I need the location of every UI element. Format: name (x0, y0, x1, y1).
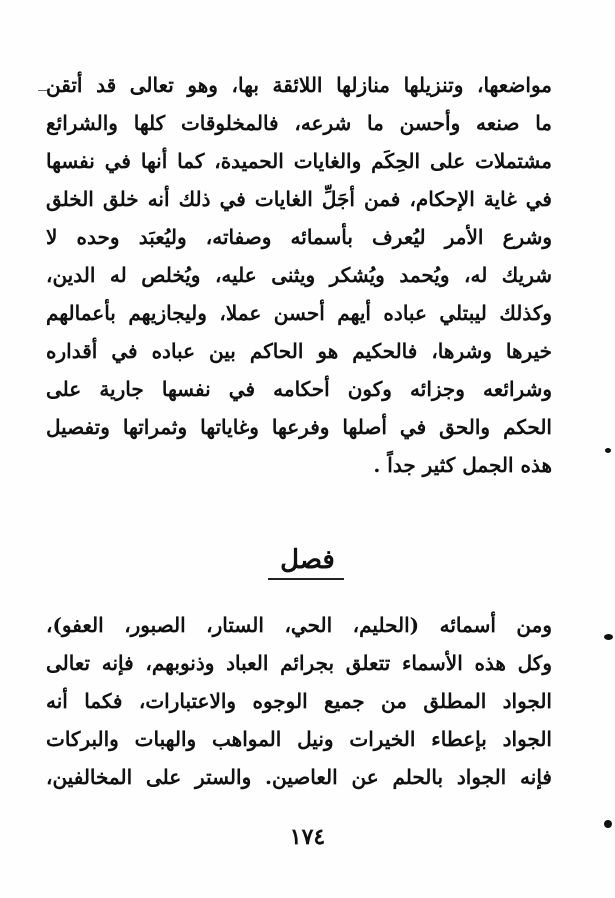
text-line: خيرها وشرها، فالحكيم هو الحاكم بين عباده في أقداره (46, 339, 552, 363)
text-line: الجواد بإعطاء الخيرات ونيل المواهب والهبات والبركات (46, 727, 552, 751)
paragraph-1 (46, 66, 552, 484)
text-line: ومن أسمائه (الحليم، الحي، الستار، الصبور، العفو)، (46, 613, 552, 637)
text-line: الحكم والحق في أصلها وفرعها وغاياتها وثمراتها وتفصيل (46, 415, 552, 439)
text-line: الجواد المطلق من جميع الوجوه والاعتبارات، فكما أنه (46, 689, 552, 713)
text-line: ما صنعه وأحسن ما شرعه، فالمخلوقات كلها والشرائع (46, 111, 552, 135)
heading-underline (268, 578, 344, 580)
scan-mark (604, 820, 612, 828)
text-line: هذه الجمل كثير جداً . (373, 453, 552, 477)
text-line: مواضعها، وتنزيلها منازلها اللائقة بها، وهو تعالى قد أتقن (46, 73, 552, 97)
text-line: شريك له، ويُحمد ويُشكر ويثنى عليه، ويُخلص له الدين، (46, 263, 552, 287)
text-line: وكل هذه الأسماء تتعلق بجرائم العباد وذنوبهم، فإنه تعالى (46, 651, 552, 675)
text-line: فإنه الجواد بالحلم عن العاصين. والستر على المخالفين، (46, 765, 552, 789)
text-line: وشرائعه وجزائه وكون أحكامه في نفسها جارية على (46, 377, 552, 401)
page-number: ١٧٤ (289, 824, 326, 850)
text-line: وشرع الأمر ليُعرف بأسمائه وصفاته، وليُعبَد وحده لا (46, 225, 552, 249)
scan-mark (604, 634, 613, 640)
text-line: مشتملات على الحِكَم والغايات الحميدة، كما أنها في نفسها (46, 149, 552, 173)
paragraph-2 (46, 606, 552, 796)
section-heading: فصل (280, 545, 335, 575)
text-line: في غاية الإحكام، فمن أجَلِّ الغايات في ذلك أنه خلق الخلق (46, 187, 552, 211)
text-line: وكذلك ليبتلي عباده أيهم أحسن عملا، وليجازيهم بأعمالهم (46, 301, 552, 325)
scan-mark (605, 448, 611, 453)
